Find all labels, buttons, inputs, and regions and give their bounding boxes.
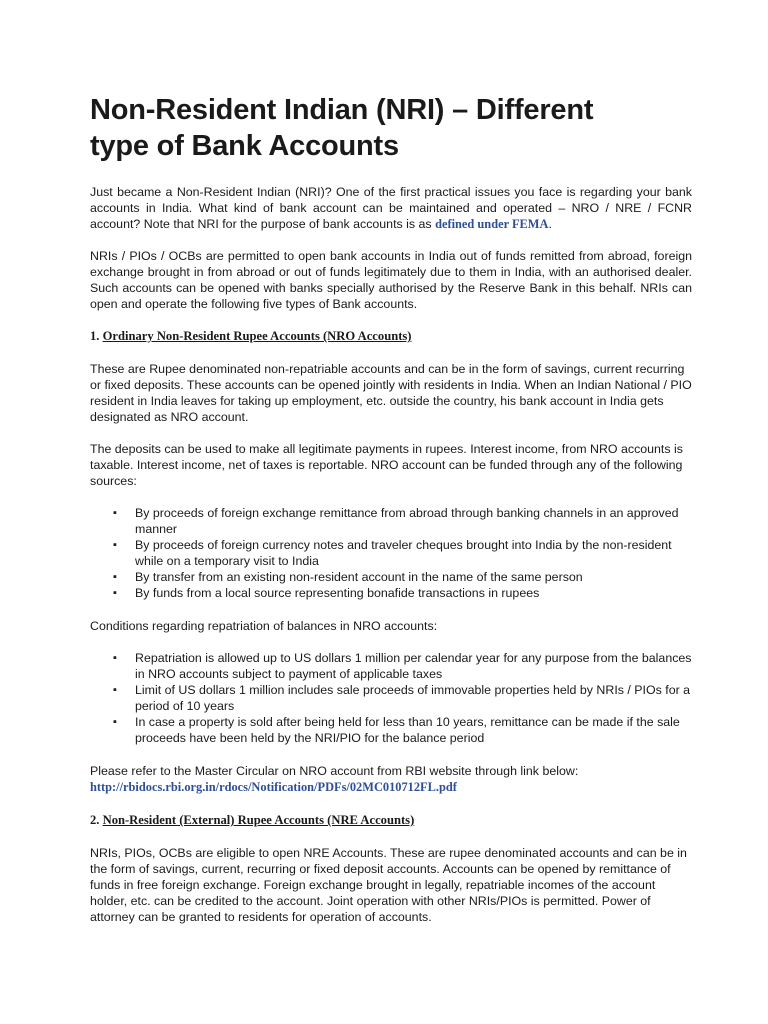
intro-paragraph [90, 184, 692, 232]
nro-section-heading [90, 328, 692, 344]
list-item: ▪ Limit of US dollars 1 million includes sale proceeds of immovable properties held by NRIs / PIOs for a period of 10 years [135, 682, 692, 714]
nre-section-title: Non-Resident (External) Rupee Accounts (NRE Accounts) [102, 813, 415, 827]
nre-section-number: 2. [90, 813, 103, 827]
conditions-intro: Conditions regarding repatriation of balances in NRO accounts: [90, 619, 438, 633]
master-circular-text: Please refer to the Master Circular on NRO account from RBI website through link below: [90, 764, 579, 778]
master-circular-link[interactable]: http://rbidocs.rbi.org.in/rdocs/Notification/PDFs/02MC010712FL.pdf [90, 780, 457, 794]
nro-deposits-paragraph: The deposits can be used to make all legitimate payments in rupees. Interest income, from NRO accounts is taxable. Interest income, net of taxes is reportable. NRO account can be funded through any of the following sources: [90, 442, 683, 488]
nro-description-paragraph: These are Rupee denominated non-repatriable accounts and can be in the form of savings, current recurring or fixed deposits. These accounts can be opened jointly with residents in India. When an Indian National / PIO resident in India leaves for taking up employment, etc. outside the country, his bank account in India gets designated as NRO account. [90, 362, 692, 424]
list-item: ▪ By proceeds of foreign currency notes and traveler cheques brought into India by the non-resident while on a temporary visit to India [135, 537, 692, 569]
intro-text: Just became a Non-Resident Indian (NRI)? One of the first practical issues you face is regarding your bank accounts in India. What kind of bank account can be maintained and operated – NRO / NRE / FCNR account? Note that NRI for the purpose of bank accounts is as [90, 185, 692, 231]
list-item: ▪ By funds from a local source representing bonafide transactions in rupees [135, 585, 692, 601]
intro-suffix: . [548, 217, 552, 231]
page-title: Non-Resident Indian (NRI) – Different type of Bank Accounts [90, 94, 594, 162]
list-item: ▪ In case a property is sold after being held for less than 10 years, remittance can be made if the sale proceeds have been held by the NRI/PIO for the balance period [135, 714, 692, 746]
fema-link[interactable]: defined under FEMA [435, 217, 549, 231]
eligibility-paragraph: NRIs / PIOs / OCBs are permitted to open bank accounts in India out of funds remitted from abroad, foreign exchange brought in from abroad or out of funds legitimately due to them in India, with an authorised dealer. Such accounts can be opened with banks specially authorised by the Reserve Bank in this behalf. NRIs can open and operate the following five types of Bank accounts. [90, 249, 692, 311]
nre-description-paragraph: NRIs, PIOs, OCBs are eligible to open NRE Accounts. These are rupee denominated accounts and can be in the form of savings, current, recurring or fixed deposit accounts. Accounts can be opened by remittance of funds in free foreign exchange. Foreign exchange brought in legally, repatriable incomes of the account holder, etc. can be credited to the account. Joint operation with other NRIs/PIOs is permitted. Power of attorney can be granted to residents for operation of accounts. [90, 846, 687, 924]
list-item: ▪ Repatriation is allowed up to US dollars 1 million per calendar year for any purpose from the balances in NRO accounts subject to payment of applicable taxes [135, 650, 692, 682]
list-item: ▪ By transfer from an existing non-resident account in the name of the same person [135, 569, 692, 585]
nro-section-number: 1. [90, 329, 103, 343]
list-item: ▪ By proceeds of foreign exchange remittance from abroad through banking channels in an approved manner [135, 505, 692, 537]
nre-section-heading [90, 812, 692, 828]
repatriation-conditions-list [90, 650, 692, 746]
nro-funding-sources-list [90, 505, 692, 601]
nro-section-title: Ordinary Non-Resident Rupee Accounts (NRO Accounts) [102, 329, 412, 343]
